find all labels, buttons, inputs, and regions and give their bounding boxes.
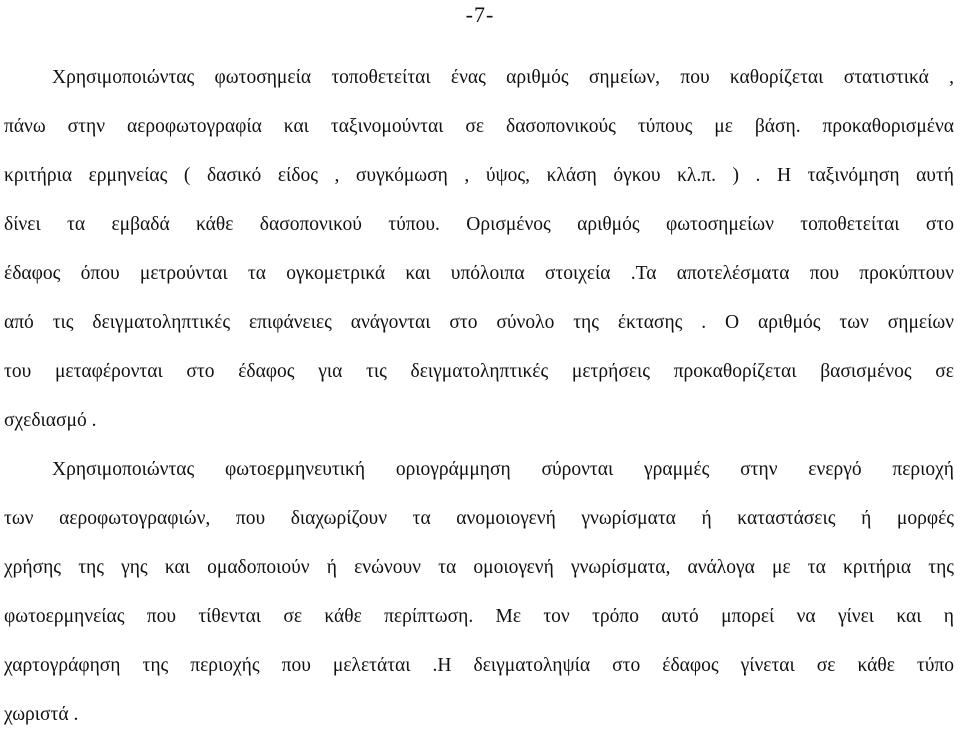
paragraph-line: χαρτογράφηση της περιοχής που μελετάται .Η δειγματοληψία στο έδαφος γίνεται σε κάθε τύπο (4, 655, 954, 676)
paragraph-line: κριτήρια ερμηνείας ( δασικό είδος , συγκόμωση , ύψος, κλάση όγκου κλ.π. ) . Η ταξινόμηση αυτή (4, 165, 954, 186)
paragraph-line: Χρησιμοποιώντας φωτοερμηνευτική οριογράμμηση σύρονται γραμμές στην ενεργό περιοχή (52, 459, 954, 480)
paragraph-photo-interpretation (4, 445, 954, 739)
paragraph-photo-points (4, 53, 954, 445)
paragraph-line: του μεταφέρονται στο έδαφος για τις δειγματοληπτικές μετρήσεις προκαθορίζεται βασισμένος σε (4, 361, 954, 382)
paragraph-line: έδαφος όπου μετρούνται τα ογκομετρικά και υπόλοιπα στοιχεία .Τα αποτελέσματα που προκύπτουν (4, 263, 954, 284)
paragraph-line: πάνω στην αεροφωτογραφία και ταξινομούνται σε δασοπονικούς τύπους με βάση. προκαθορισμένα (4, 116, 954, 137)
paragraph-line: σχεδιασμό . (4, 410, 97, 431)
paragraph-line: χωριστά . (4, 704, 79, 725)
paragraph-line: φωτοερμηνείας που τίθενται σε κάθε περίπτωση. Με τον τρόπο αυτό μπορεί να γίνει και η (4, 606, 954, 627)
paragraph-line: χρήσης της γης και ομαδοποιούν ή ενώνουν τα ομοιογενή γνωρίσματα, ανάλογα με τα κριτήρια της (4, 557, 954, 578)
paragraph-line: των αεροφωτογραφιών, που διαχωρίζουν τα ανομοιογενή γνωρίσματα ή καταστάσεις ή μορφές (4, 508, 954, 529)
paragraph-line: δίνει τα εμβαδά κάθε δασοπονικού τύπου. Ορισμένος αριθμός φωτοσημείων τοποθετείται στο (4, 214, 954, 235)
paragraph-line: από τις δειγματοληπτικές επιφάνειες ανάγονται στο σύνολο της έκτασης . Ο αριθμός των σημείων (4, 312, 954, 333)
paragraph-line: Χρησιμοποιώντας φωτοσημεία τοποθετείται ένας αριθμός σημείων, που καθορίζεται στατιστικά , (52, 67, 954, 88)
page-number: -7- (465, 2, 495, 27)
